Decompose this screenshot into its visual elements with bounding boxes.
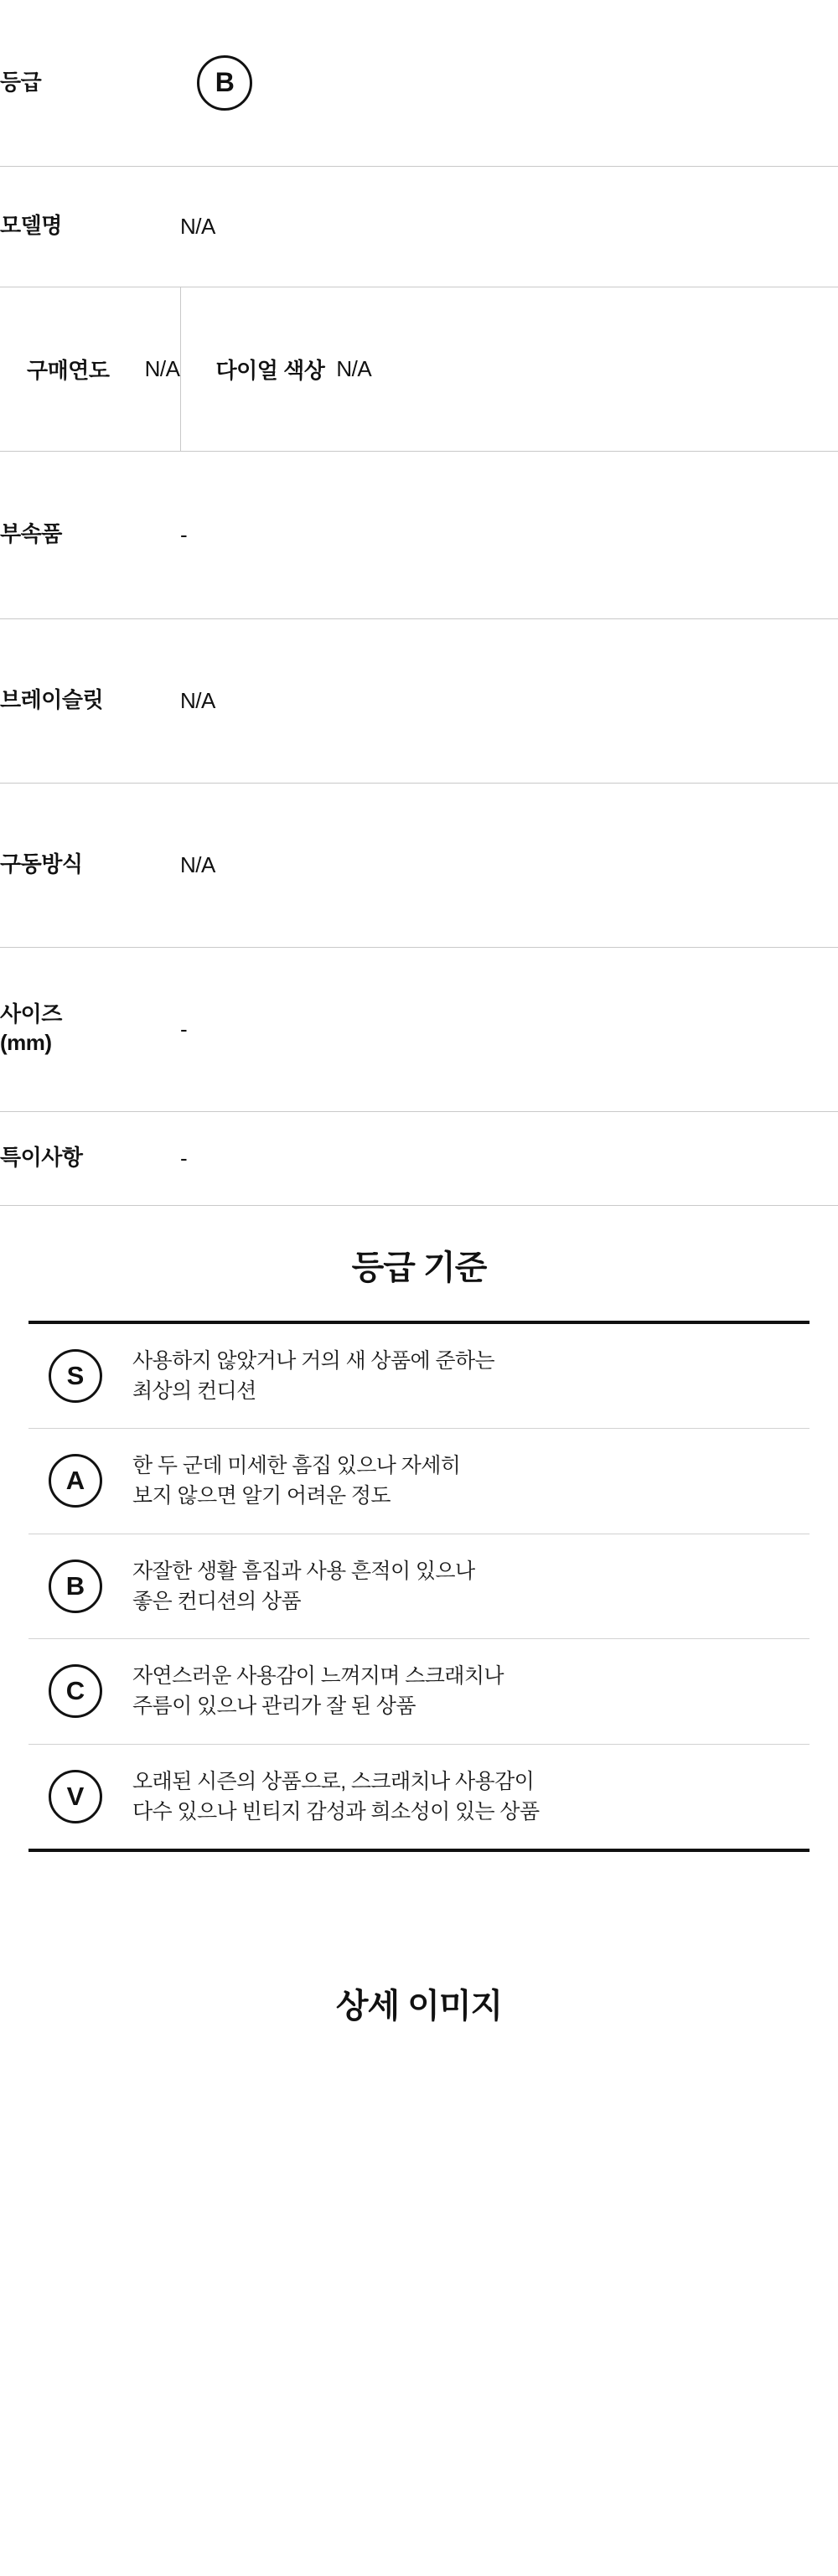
spec-label-size-line1: 사이즈 xyxy=(0,1001,62,1027)
spec-label-accessories: 부속품 xyxy=(0,521,62,547)
grade-description-v-line2: 다수 있으나 빈티지 감성과 희소성이 있는 상품 xyxy=(132,1799,540,1823)
spec-cell-dial-color xyxy=(180,287,838,451)
list-item xyxy=(28,1324,810,1430)
spec-label-dial-color: 다이얼 색상 xyxy=(215,357,325,383)
spec-value-dial-color: N/A xyxy=(336,355,372,381)
grade-badge-v: V xyxy=(49,1770,102,1823)
spec-label-bracelet: 브레이슬릿 xyxy=(0,687,104,713)
spec-value-purchase-year: N/A xyxy=(144,355,180,381)
grade-description-v-line1: 오래된 시즌의 상품으로, 스크래치나 사용감이 xyxy=(132,1769,535,1793)
list-item xyxy=(28,1639,810,1745)
table-row xyxy=(0,166,838,287)
spec-value-grade xyxy=(180,0,838,166)
spec-value-movement: N/A xyxy=(180,851,215,877)
grade-description-a-line2: 보지 않으면 알기 어려운 정도 xyxy=(132,1484,391,1508)
detail-images-heading: 상세 이미지 xyxy=(335,1988,503,2025)
table-row xyxy=(0,618,838,783)
table-row xyxy=(0,0,838,166)
grade-description-a-line1: 한 두 군데 미세한 흠집 있으나 자세히 xyxy=(132,1454,461,1477)
table-row xyxy=(0,1111,838,1205)
spec-value-accessories: - xyxy=(180,521,188,547)
list-item xyxy=(28,1429,810,1534)
grade-description-v xyxy=(132,1766,540,1828)
spec-value-notes: - xyxy=(180,1145,188,1171)
grade-badge: B xyxy=(197,55,252,111)
spec-label-purchase-year: 구매연도 xyxy=(27,357,110,383)
grade-badge-c: C xyxy=(49,1664,102,1718)
spec-cell-purchase-year xyxy=(0,287,180,451)
grade-criteria-section xyxy=(0,1206,838,1853)
product-spec-table xyxy=(0,0,838,1206)
grade-criteria-title: 등급 기준 xyxy=(351,1249,487,1286)
spec-value-size: - xyxy=(180,1016,188,1042)
spec-label-notes: 특이사항 xyxy=(0,1145,83,1171)
table-row xyxy=(0,451,838,618)
grade-description-b xyxy=(132,1556,475,1617)
spec-label-grade: 등급 xyxy=(0,70,42,96)
grade-description-c-line2: 주름이 있으나 관리가 잘 된 상품 xyxy=(132,1694,416,1719)
grade-badge-s: S xyxy=(49,1349,102,1403)
grade-description-b-line2: 좋은 컨디션의 상품 xyxy=(132,1589,302,1613)
table-row xyxy=(0,783,838,947)
spec-label-size xyxy=(0,947,180,1111)
grade-criteria-list xyxy=(28,1321,810,1853)
grade-description-s-line1: 사용하지 않았거나 거의 새 상품에 준하는 xyxy=(132,1348,495,1373)
list-item xyxy=(28,1745,810,1849)
table-row xyxy=(0,947,838,1111)
spec-value-model: N/A xyxy=(180,213,215,239)
grade-description-s-line2: 최상의 컨디션 xyxy=(132,1379,256,1403)
table-row xyxy=(0,287,838,451)
grade-description-c xyxy=(132,1661,504,1722)
grade-badge-a: A xyxy=(49,1454,102,1508)
spec-label-movement: 구동방식 xyxy=(0,851,83,877)
spec-label-size-line2: (mm) xyxy=(0,1030,52,1055)
grade-description-b-line1: 자잘한 생활 흠집과 사용 흔적이 있으나 xyxy=(132,1559,475,1583)
spec-value-bracelet: N/A xyxy=(180,687,215,713)
grade-description-c-line1: 자연스러운 사용감이 느껴지며 스크래치나 xyxy=(132,1664,504,1688)
grade-description-a xyxy=(132,1451,460,1512)
list-item xyxy=(28,1534,810,1640)
grade-description-s xyxy=(132,1346,494,1407)
grade-badge-b: B xyxy=(49,1560,102,1613)
spec-label-model: 모델명 xyxy=(0,213,62,239)
